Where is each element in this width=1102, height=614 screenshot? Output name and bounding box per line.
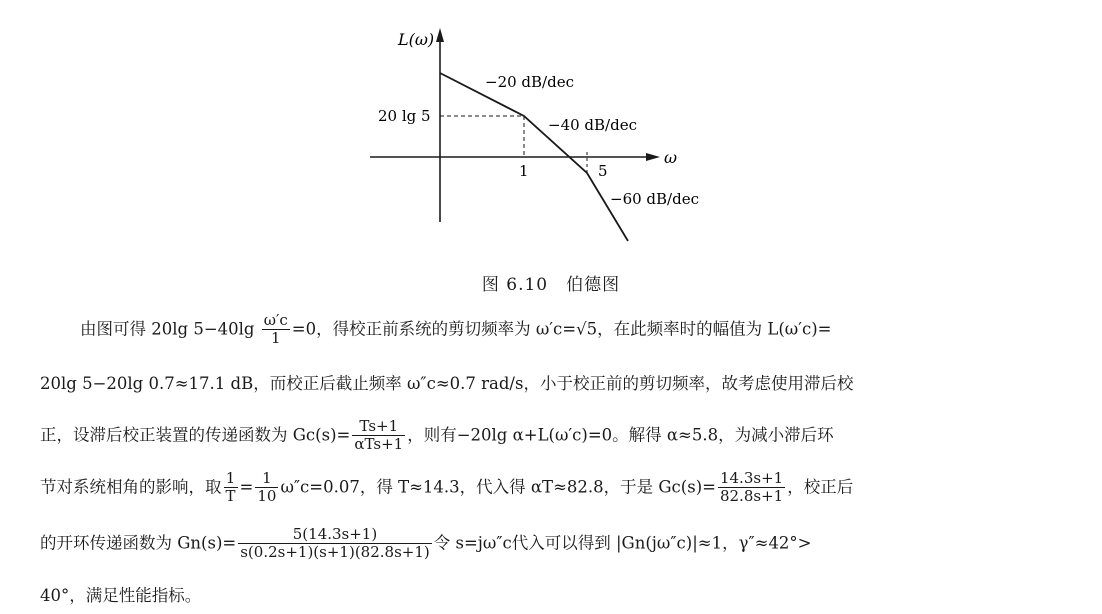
text-line-2 xyxy=(40,370,1070,394)
line-3-end: ，则有−20lg α+L(ω′c)=0。解得 α≈5.8，为减小滞后环 xyxy=(407,425,834,445)
frac-den: 10 xyxy=(257,487,277,506)
frac-den: T xyxy=(225,487,236,506)
x-tick-5: 5 xyxy=(598,162,608,180)
frac-num: Ts+1 xyxy=(352,418,405,436)
line-3-start: 正，设滞后校正装置的传递函数为 Gc(s)= xyxy=(40,425,351,445)
fraction-omega-over-1 xyxy=(262,312,290,348)
text-line-1 xyxy=(80,312,1102,348)
line-4-end: ，校正后 xyxy=(787,477,854,497)
fraction-1-over-T xyxy=(224,470,238,506)
frac-den: 1 xyxy=(270,329,281,348)
line-2: 20lg 5−20lg 0.7≈17.1 dB，而校正后截止频率 ω″c≈0.7 rad/s，小于校正前的剪切频率，故考虑使用滞后校 xyxy=(40,374,854,393)
slope-label-2: −40 dB/dec xyxy=(548,116,637,134)
frac-num: 14.3s+1 xyxy=(719,469,784,487)
frac-den: s(0.2s+1)(s+1)(82.8s+1) xyxy=(240,543,430,562)
fraction-gc xyxy=(718,470,785,506)
frac-den: 82.8s+1 xyxy=(719,487,784,506)
text-line-5 xyxy=(40,526,1070,562)
line-5-end: 令 s=jω″c代入可以得到 |Gn(jω″c)|≈1，γ″≈42°> xyxy=(433,533,812,553)
equals-sign: = xyxy=(239,477,254,497)
frac-num: 1 xyxy=(224,470,238,488)
fraction-lag-compensator xyxy=(352,418,405,454)
fraction-1-over-10 xyxy=(255,470,278,506)
fraction-open-loop xyxy=(238,526,432,562)
frac-num: 5(14.3s+1) xyxy=(238,526,432,544)
slope-label-1: −20 dB/dec xyxy=(485,73,574,91)
text-line-3 xyxy=(40,418,1070,454)
line-1-start: 由图可得 20lg 5−40lg xyxy=(80,319,260,339)
line-6: 40°，满足性能指标。 xyxy=(40,586,202,605)
y-axis-arrow xyxy=(436,28,444,42)
x-axis-label: ω xyxy=(664,148,678,167)
x-axis-arrow xyxy=(646,153,660,161)
line-4-start: 节对系统相角的影响，取 xyxy=(40,477,222,497)
y-axis-label: L(ω) xyxy=(398,30,435,49)
bode-figure xyxy=(0,0,1102,265)
text-line-6 xyxy=(40,582,1070,606)
line-4-middle: ω″c=0.07，得 T≈14.3，代入得 αT≈82.8，于是 Gc(s)= xyxy=(280,477,716,497)
figure-caption: 图 6.10 伯德图 xyxy=(481,275,621,295)
y-tick-label: 20 lg 5 xyxy=(378,107,431,125)
frac-num: 1 xyxy=(255,470,278,488)
line-5-start: 的开环传递函数为 Gn(s)= xyxy=(40,533,237,553)
frac-den: αTs+1 xyxy=(354,435,404,454)
frac-num: ω′c xyxy=(263,311,288,329)
slope-label-3: −60 dB/dec xyxy=(610,190,699,208)
text-line-4 xyxy=(40,470,1070,506)
line-1-end: =0，得校正前系统的剪切频率为 ω′c=√5，在此频率时的幅值为 L(ω′c)= xyxy=(291,319,832,339)
x-tick-1: 1 xyxy=(519,162,529,180)
